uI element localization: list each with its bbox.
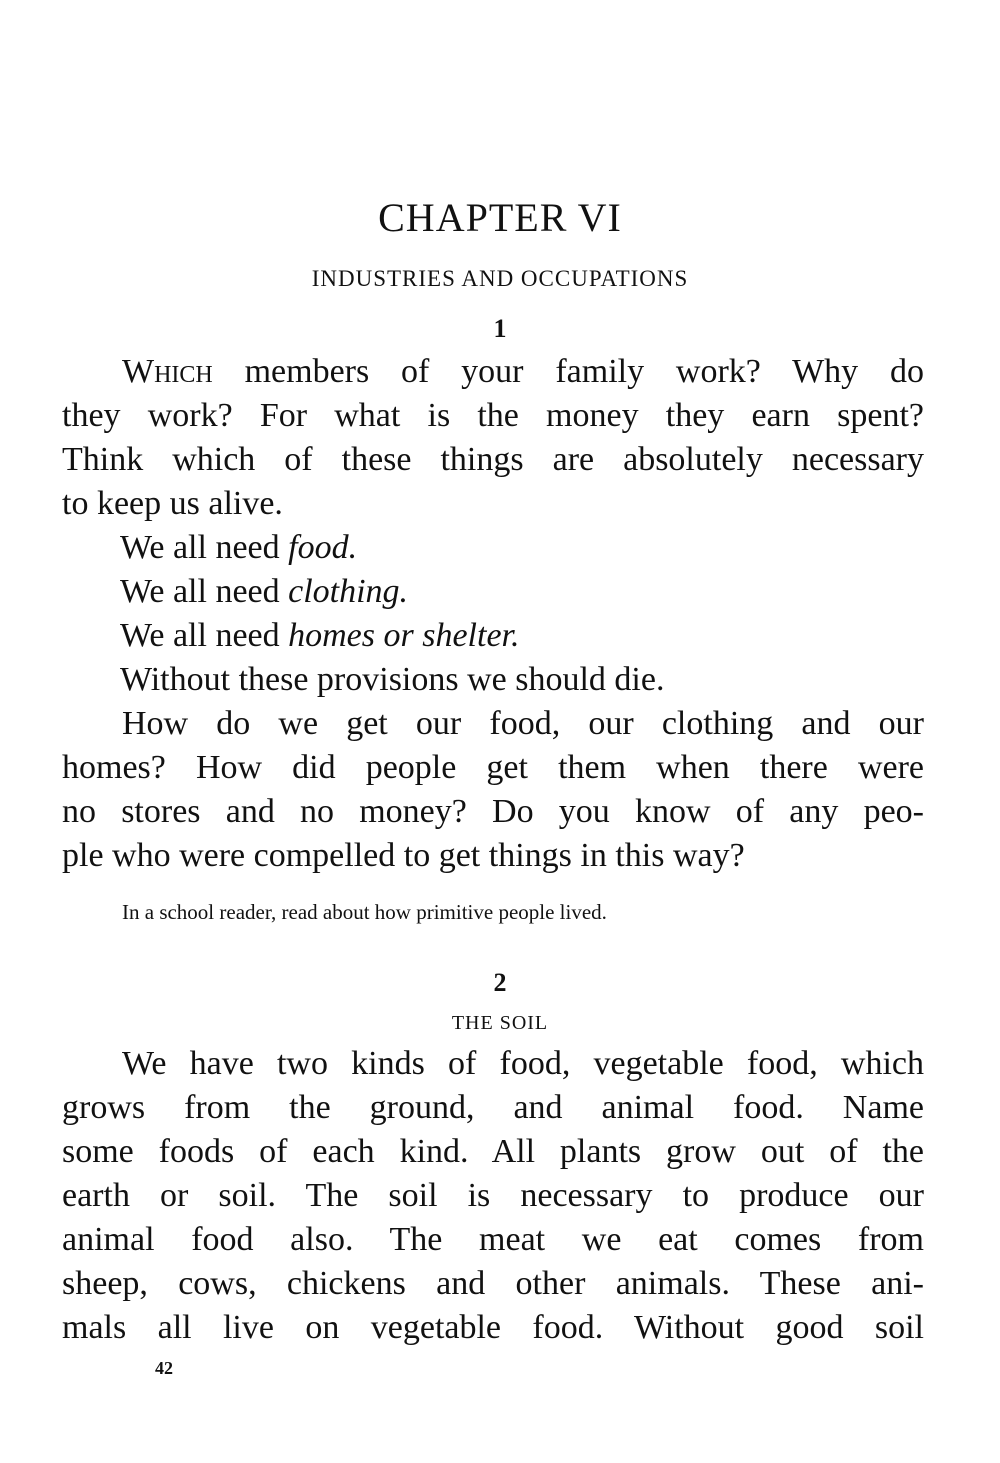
- need-prefix: We all need: [120, 529, 289, 566]
- line-text: members of your family work? Why do: [212, 353, 924, 390]
- paragraph-line: no stores and no money? Do you know of any peo-: [62, 793, 924, 830]
- section1-paragraph-2: [62, 702, 924, 878]
- need-prefix: We all need: [120, 573, 289, 610]
- paragraph-line: some foods of each kind. All plants grow out of the: [62, 1133, 924, 1170]
- chapter-title: CHAPTER VI: [378, 195, 622, 240]
- paragraph-line: Think which of these things are absolutely necessary: [62, 441, 924, 478]
- paragraph-line: mals all live on vegetable food. Without good soil: [62, 1309, 924, 1346]
- section-number-2: 2: [493, 968, 507, 997]
- paragraph-line: homes? How did people get them when there were: [62, 749, 924, 786]
- section-title-soil: THE SOIL: [451, 1012, 549, 1034]
- need-item: clothing.: [288, 573, 409, 610]
- section1-paragraph-1: [62, 350, 924, 526]
- need-line-homes: [120, 614, 924, 658]
- paragraph-line: ple who were compelled to get things in this way?: [62, 837, 745, 874]
- paragraph-line: to keep us alive.: [62, 485, 283, 522]
- section2-paragraph: [62, 1042, 924, 1350]
- need-item: food.: [288, 529, 358, 566]
- paragraph-line: sheep, cows, chickens and other animals. These ani-: [62, 1265, 924, 1302]
- page-number: 42: [155, 1358, 173, 1378]
- need-line-food: [120, 526, 924, 570]
- paragraph-line: animal food also. The meat we eat comes from: [62, 1221, 924, 1258]
- paragraph-line: We have two kinds of food, vegetable food, which: [122, 1045, 924, 1082]
- need-line-clothing: [120, 570, 924, 614]
- reading-note: In a school reader, read about how primitive people lived.: [122, 900, 607, 924]
- paragraph-line: How do we get our food, our clothing and our: [122, 705, 924, 742]
- section-number-1: 1: [493, 314, 507, 343]
- lead-word: Which: [122, 353, 213, 390]
- paragraph-line: earth or soil. The soil is necessary to produce our: [62, 1177, 924, 1214]
- paragraph-line: grows from the ground, and animal food. Name: [62, 1089, 924, 1126]
- need-item: homes or shelter.: [288, 617, 520, 654]
- paragraph-line: [62, 350, 924, 394]
- without-line: Without these provisions we should die.: [120, 661, 665, 698]
- paragraph-line: they work? For what is the money they earn spent?: [62, 397, 924, 434]
- chapter-subtitle: INDUSTRIES AND OCCUPATIONS: [311, 266, 689, 291]
- need-prefix: We all need: [120, 617, 289, 654]
